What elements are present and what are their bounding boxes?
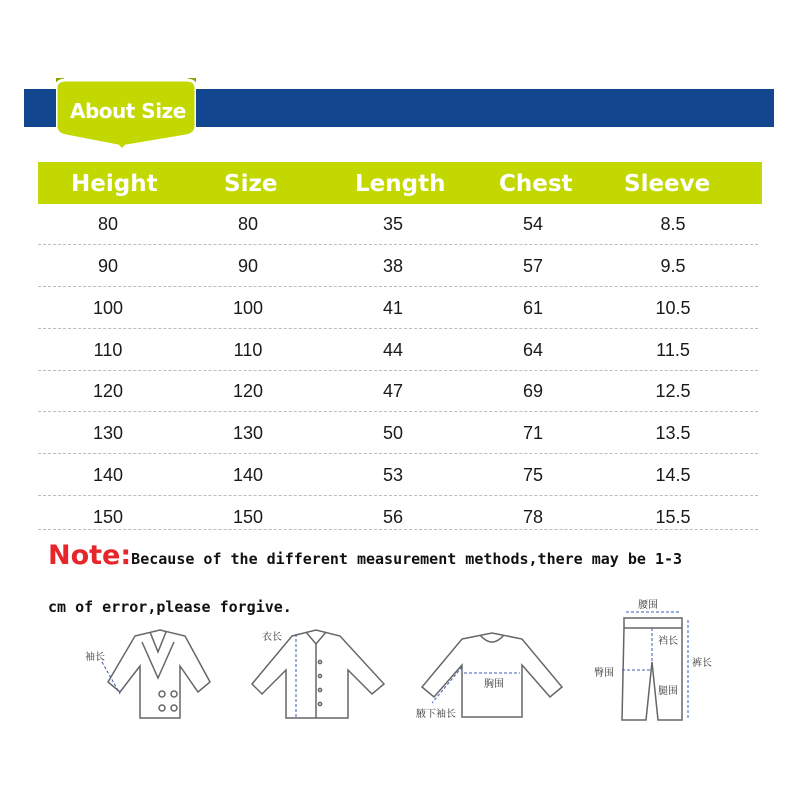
column-header-height: Height [71, 171, 158, 197]
table-cell-chest: 57 [522, 256, 544, 276]
table-cell-length: 56 [382, 507, 404, 527]
column-header-sleeve: Sleeve [624, 171, 711, 197]
table-cell-height: 80 [97, 214, 119, 234]
table-cell-size: 140 [232, 465, 264, 485]
table-cell-chest: 54 [522, 214, 544, 234]
table-cell-chest: 71 [522, 423, 544, 443]
sweater-underarm-label: 腋下袖长 [416, 709, 456, 720]
table-cell-sleeve: 15.5 [655, 507, 691, 527]
sweater-outline-icon [422, 633, 562, 717]
table-cell-size: 120 [232, 381, 264, 401]
column-header-size: Size [224, 171, 278, 197]
table-cell-size: 80 [237, 214, 259, 234]
coat-outline-icon [108, 630, 210, 718]
table-cell-chest: 61 [522, 298, 544, 318]
table-cell-length: 35 [382, 214, 404, 234]
table-row [38, 497, 758, 530]
table-cell-chest: 78 [522, 507, 544, 527]
coat-diagram [80, 622, 230, 722]
table-cell-length: 47 [382, 381, 404, 401]
table-cell-height: 120 [92, 381, 124, 401]
table-cell-sleeve: 9.5 [660, 256, 686, 276]
table-cell-sleeve: 8.5 [660, 214, 686, 234]
table-cell-size: 90 [237, 256, 259, 276]
sweater-diagram [412, 625, 572, 723]
table-cell-size: 150 [232, 507, 264, 527]
pants-diagram [592, 598, 722, 724]
table-cell-sleeve: 11.5 [656, 340, 690, 360]
column-header-length: Length [355, 171, 446, 197]
sweater-sleeve-measure [432, 667, 462, 703]
table-cell-height: 140 [92, 465, 124, 485]
table-cell-height: 100 [92, 298, 124, 318]
table-cell-chest: 64 [522, 340, 544, 360]
table-cell-length: 53 [382, 465, 404, 485]
table-row [38, 330, 758, 371]
table-cell-sleeve: 14.5 [655, 465, 691, 485]
table-row [38, 204, 758, 245]
table-cell-height: 90 [97, 256, 119, 276]
table-cell-size: 100 [232, 298, 264, 318]
note-text-1: Because of the different measurement methods,there may be 1-3 [131, 550, 683, 568]
table-cell-height: 110 [93, 340, 123, 360]
pants-hip-label: 臀围 [594, 668, 614, 679]
table-row [38, 455, 758, 496]
table-cell-size: 130 [232, 423, 264, 443]
column-header-chest: Chest [499, 171, 573, 197]
table-cell-chest: 75 [522, 465, 544, 485]
coat-sleeve-label: 袖长 [85, 652, 105, 663]
about-size-tab [56, 78, 196, 150]
size-table-header [38, 162, 762, 204]
note-text-2: cm of error,please forgive. [48, 598, 292, 616]
table-cell-height: 150 [92, 507, 124, 527]
note-label: Note: [48, 540, 132, 571]
shirt-outline-icon [252, 630, 384, 718]
table-row [38, 371, 758, 412]
pants-thigh-label: 腿围 [658, 686, 678, 697]
table-row [38, 288, 758, 329]
table-cell-size: 110 [233, 340, 263, 360]
sweater-chest-label: 胸围 [484, 679, 504, 690]
shirt-length-label: 衣长 [262, 632, 282, 643]
table-cell-length: 41 [382, 298, 404, 318]
pants-rise-label: 裆长 [658, 636, 678, 647]
tab-title: About Size [70, 99, 186, 123]
table-cell-sleeve: 13.5 [655, 423, 691, 443]
pants-waist-label: 腰围 [638, 600, 658, 611]
table-row [38, 413, 758, 454]
table-cell-sleeve: 12.5 [655, 381, 691, 401]
table-cell-height: 130 [92, 423, 124, 443]
table-cell-length: 44 [382, 340, 404, 360]
table-cell-sleeve: 10.5 [655, 298, 691, 318]
table-row [38, 246, 758, 287]
table-cell-chest: 69 [522, 381, 544, 401]
pants-length-label: 裤长 [692, 658, 712, 669]
table-cell-length: 50 [382, 423, 404, 443]
shirt-diagram [244, 622, 394, 722]
note-line-1 [48, 540, 748, 571]
table-cell-length: 38 [382, 256, 404, 276]
